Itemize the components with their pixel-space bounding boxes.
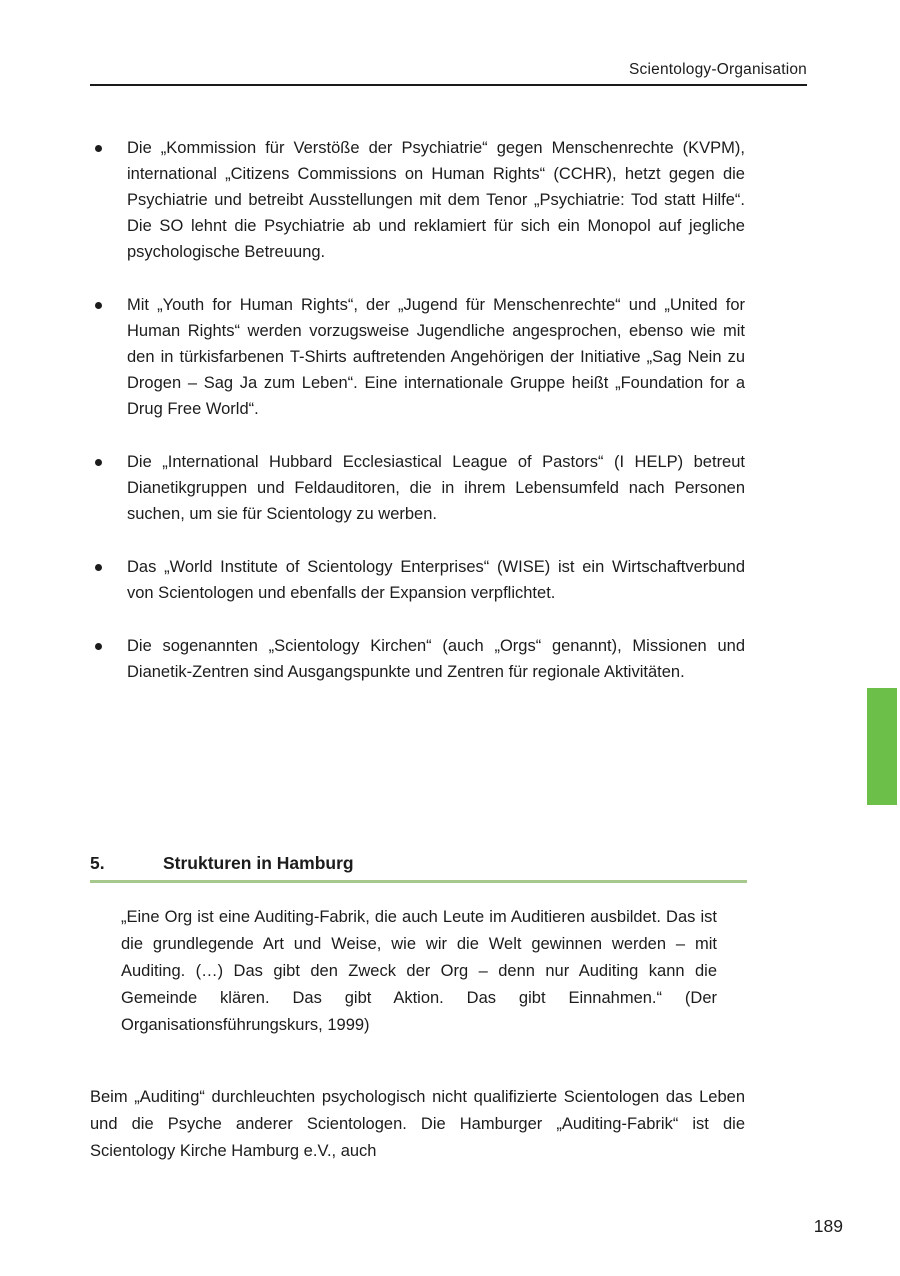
quote-block: „Eine Org ist eine Auditing-Fabrik, die auch Leute im Auditieren ausbildet. Das ist die grundlegende Art und Weise, wie wir die Welt gewinnen werden – mit Auditing. (…) Das gibt den Zweck der Org – denn nur Auditing kann die Gemeinde klären. Das gibt Aktion. Das gibt Einnahmen.“ (Der Organisationsführungskurs, 1999) — [121, 908, 717, 1034]
bullet-text: Mit „Youth for Human Rights“, der „Jugend für Menschenrechte“ und „United for Human Rights“ werden vorzugsweise Jugendliche angesprochen, ebenso wie mit den in türkisfarbenen T-Shirts auftretenden Angehörigen der Initiative „Sag Nein zu Drogen – Sag Ja zum Leben“. Eine internationale Gruppe heißt „Foundation for a Drug Free World“. — [127, 296, 745, 418]
bullet-list — [90, 135, 745, 712]
list-item — [90, 135, 745, 265]
running-header: Scientology-Organisation — [629, 61, 807, 78]
bullet-text: Die „Kommission für Verstöße der Psychiatrie“ gegen Menschenrechte (KVPM), international „Citizens Commissions on Human Rights“ (CCHR), hetzt gegen die Psychiatrie und betreibt Ausstellungen mit dem Tenor „Psychiatrie: Tod statt Hilfe“. Die SO lehnt die Psychiatrie ab und reklamiert für sich ein Monopol auf jegliche psychologische Betreuung. — [127, 139, 745, 261]
section-number: 5. — [90, 853, 105, 873]
bullet-text: Das „World Institute of Scientology Enterprises“ (WISE) ist ein Wirtschaftverbund von Scientologen und ebenfalls der Expansion verpflichtet. — [127, 558, 745, 602]
bullet-icon — [90, 554, 127, 606]
section-title: Strukturen in Hamburg — [163, 853, 354, 873]
list-item — [90, 554, 745, 606]
list-item — [90, 449, 745, 527]
bullet-icon — [90, 633, 127, 685]
list-item — [90, 633, 745, 685]
bullet-icon — [90, 135, 127, 265]
bullet-text: Die „International Hubbard Ecclesiastical League of Pastors“ (I HELP) betreut Dianetikgruppen und Feldauditoren, die in ihrem Lebensumfeld nach Personen suchen, um sie für Scientology zu werben. — [127, 453, 745, 523]
section-heading — [90, 851, 747, 883]
page-number: 189 — [813, 1216, 843, 1236]
bullet-text: Die sogenannten „Scientology Kirchen“ (auch „Orgs“ genannt), Missionen und Dianetik-Zentren sind Ausgangspunkte und Zentren für regionale Aktivitäten. — [127, 637, 745, 681]
body-paragraph: Beim „Auditing“ durchleuchten psychologisch nicht qualifizierte Scientologen das Leben und die Psyche anderer Scientologen. Die Hamburger „Auditing-Fabrik“ ist die Scientology Kirche Hamburg e.V., auch — [90, 1088, 745, 1160]
bullet-icon — [90, 292, 127, 422]
bullet-icon — [90, 449, 127, 527]
list-item — [90, 292, 745, 422]
chapter-tab-marker — [867, 688, 897, 805]
header-rule — [90, 84, 807, 86]
